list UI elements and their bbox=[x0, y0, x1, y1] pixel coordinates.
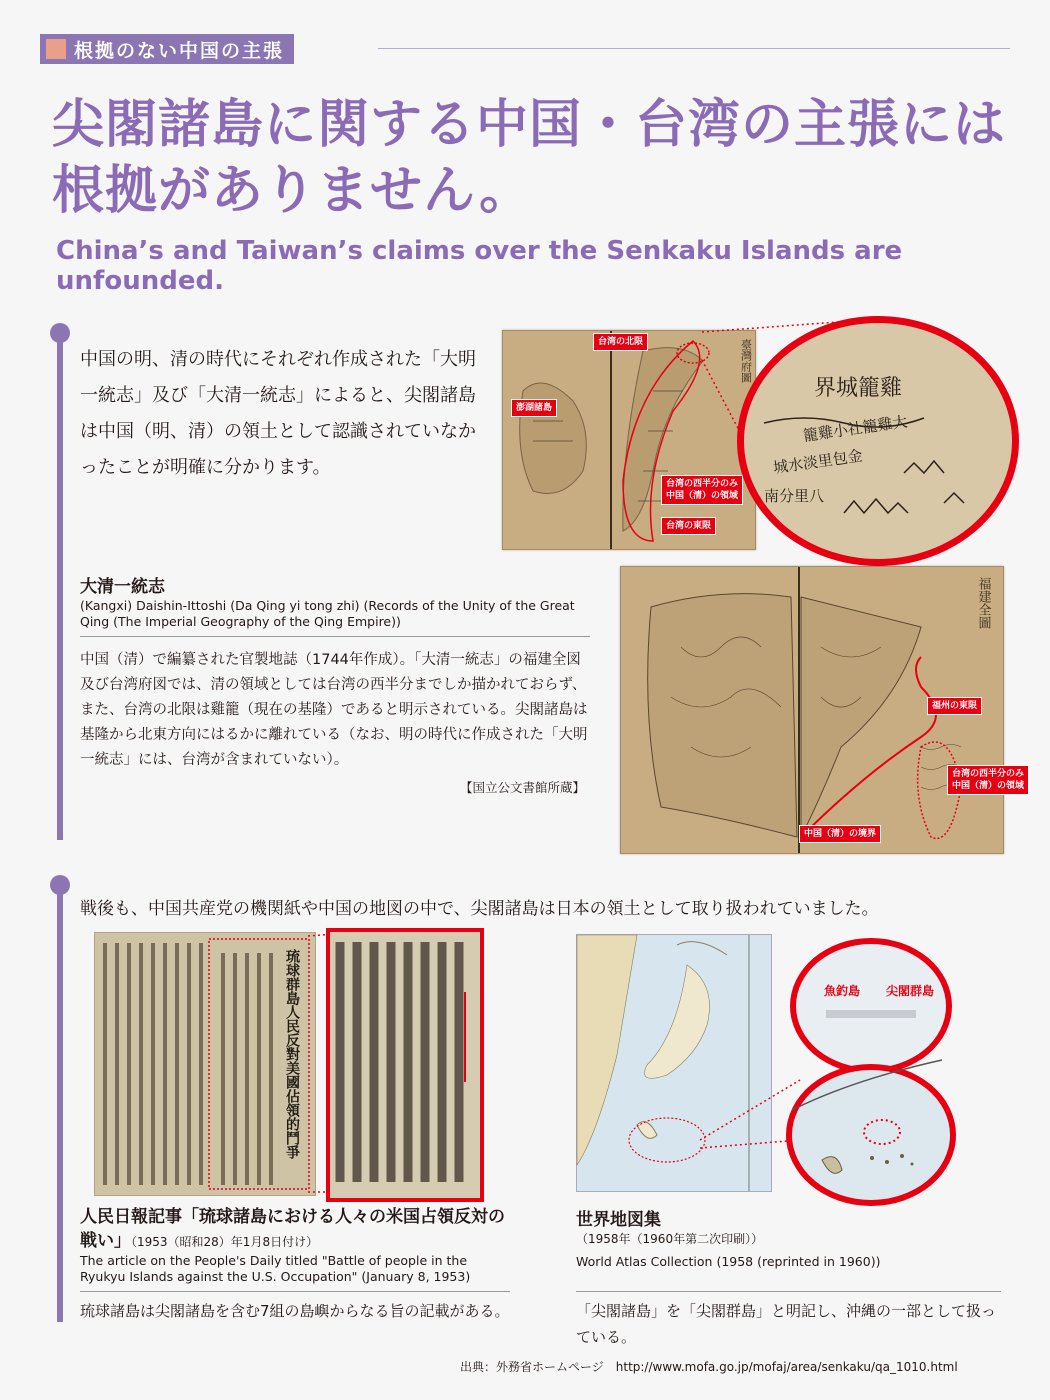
zoom-text-4: 南分里八 bbox=[764, 487, 825, 505]
news-rule bbox=[80, 1291, 510, 1292]
zoom-text-3: 城水淡里包金 bbox=[772, 446, 864, 477]
archive-source: 【国立公文書館所蔵】 bbox=[460, 780, 586, 795]
tag-square-icon bbox=[46, 39, 66, 59]
atlas-zoom-labels bbox=[790, 938, 952, 1074]
title-line1: 尖閣諸島に関する中国・台湾の主張には bbox=[52, 95, 1007, 155]
section2-intro: 戦後も、中国共産党の機関紙や中国の地図の中で、尖閣諸島は日本の領土として取り扱われていました。 bbox=[80, 899, 879, 919]
atlas-rule bbox=[576, 1291, 1001, 1292]
map1-title: 臺灣府圖 bbox=[739, 339, 753, 383]
label-east-limit: 台湾の東限 bbox=[661, 517, 716, 535]
label-fuzhou-east: 福州の東限 bbox=[927, 697, 982, 715]
atlas-english-title: World Atlas Collection (1958 (reprinted in 1960)) bbox=[576, 1254, 881, 1269]
zoom-circle bbox=[737, 316, 1019, 566]
fujian-map-image bbox=[620, 566, 1025, 854]
news-headline: 琉球群島人民反對美國佔領的鬥爭 bbox=[284, 949, 300, 1159]
section2-line bbox=[57, 892, 63, 1322]
section-tag bbox=[40, 34, 294, 64]
zoom-text-2: 籠雞小社籠雞大 bbox=[802, 412, 909, 445]
newspaper-zoom bbox=[326, 928, 484, 1202]
section-tag-label: 根拠のない中国の主張 bbox=[74, 39, 285, 62]
label-senkaku-gunto: 尖閣群島 bbox=[886, 984, 935, 998]
label-qing-border: 中国（清）の境界 bbox=[799, 825, 881, 843]
section1-intro: 中国の明、清の時代にそれぞれ作成された「大明一統志」及び「大清一統志」によると、尖閣諸島は中国（明、清）の領土として認識されていなかったことが明確に分かります。 bbox=[80, 349, 476, 478]
caption-rule bbox=[80, 636, 590, 637]
news-title bbox=[80, 1205, 510, 1254]
news-title-text: 人民日報記事「琉球諸島における人々の米国占領反対の戦い」 bbox=[80, 1207, 505, 1251]
label-penghu: 澎湖諸島 bbox=[511, 399, 557, 417]
atlas-description: 「尖閣諸島」を「尖閣群島」と明記し、沖縄の一部として扱っている。 bbox=[576, 1302, 997, 1346]
label-west-half-2: 台湾の西半分のみ 中国（清）の領域 bbox=[947, 765, 1029, 795]
title-line2: 根拠がありません。 bbox=[52, 161, 533, 221]
news-date: （1953（昭和28）年1月8日付け） bbox=[131, 1235, 319, 1249]
footer-source: 出典：外務省ホームページ http://www.mofa.go.jp/mofaj/area/senkaku/qa_1010.html bbox=[460, 1360, 958, 1374]
blurred-text bbox=[826, 1010, 916, 1018]
label-west-half: 台湾の西半分のみ 中国（清）の領域 bbox=[661, 475, 743, 505]
atlas-zoom-islands bbox=[786, 1064, 956, 1206]
label-uotsuri: 魚釣島 bbox=[824, 984, 861, 998]
newspaper-zoom-drawing bbox=[330, 932, 480, 1198]
page-title bbox=[52, 92, 1032, 224]
news-english-title: The article on the People's Daily titled "Battle of people in the Ryukyu Islands against the U.S. Occupation" (January 8, 1953) bbox=[80, 1253, 471, 1284]
atlas-title: 世界地図集 bbox=[576, 1210, 661, 1230]
label-north-limit: 台湾の北限 bbox=[593, 333, 648, 351]
section1-line bbox=[57, 340, 63, 840]
page-subtitle: China’s and Taiwan’s claims over the Senkaku Islands are unfounded. bbox=[56, 236, 903, 296]
zoom-text-1: 界城籠雞 bbox=[814, 376, 903, 401]
divider bbox=[378, 48, 1010, 49]
zoom-drawing bbox=[744, 323, 1012, 559]
atlas-date: （1958年（1960年第二次印刷）） bbox=[576, 1232, 764, 1246]
news-description: 琉球諸島は尖閣諸島を含む7組の島嶼からなる旨の記載がある。 bbox=[80, 1302, 510, 1320]
book-title: 大清一統志 bbox=[80, 577, 165, 597]
atlas-zoom-drawing bbox=[792, 1070, 950, 1200]
book-english-title: (Kangxi) Daishin-Ittoshi (Da Qing yi tong zhi) (Records of the Unity of the Great Qing (The Imperial Geography of the Qing Empire)) bbox=[80, 598, 575, 629]
newspaper-drawing bbox=[95, 933, 315, 1195]
newspaper-image bbox=[94, 932, 316, 1196]
book-description: 中国（清）で編纂された官製地誌（1744年作成）。「大清一統志」の福建全図及び台湾府図では、清の領域としては台湾の西半分までしか描かれておらず、また、台湾の北限は雞籠（現在の基隆）であると明示されている。尖閣諸島は基隆から北東方向にはるかに離れている（なお、明の時代に作成された「大明一統志」には、台湾が含まれていない）。 bbox=[80, 652, 588, 768]
map2-title: 福建全圖 bbox=[975, 577, 991, 629]
